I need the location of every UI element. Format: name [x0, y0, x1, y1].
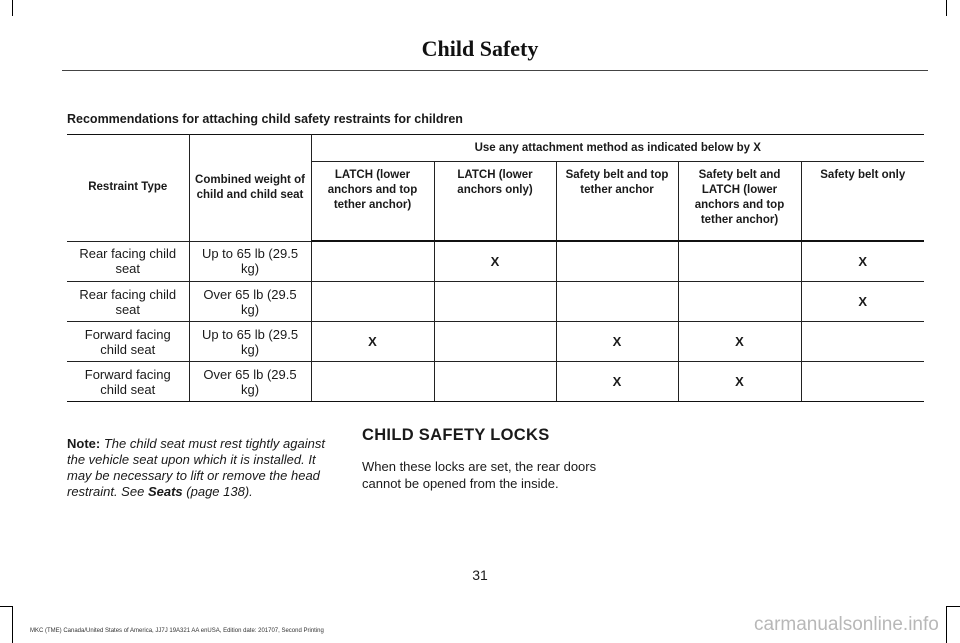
cell-mark: X: [678, 362, 801, 402]
note-lead: Note:: [67, 436, 101, 451]
cell-mark: X: [434, 241, 556, 282]
note-page-reference: (page 138).: [186, 484, 253, 499]
header-divider: [62, 70, 928, 71]
header-attachment-group: Use any attachment method as indicated below by X: [311, 135, 924, 162]
cell-mark: [801, 362, 924, 402]
crop-mark-top-right: [946, 0, 947, 16]
table-row: [67, 362, 924, 402]
child-restraint-table: [67, 134, 924, 402]
cell-mark: X: [801, 241, 924, 282]
table-caption: Recommendations for attaching child safety restraints for children: [67, 112, 463, 126]
page-number: 31: [472, 567, 488, 583]
cell-mark: [311, 241, 434, 282]
note-cross-reference[interactable]: Seats: [147, 484, 183, 499]
cell-mark: [311, 282, 434, 322]
table-row: [67, 322, 924, 362]
cell-mark: [678, 241, 801, 282]
section-body: When these locks are set, the rear doors cannot be opened from the inside.: [362, 459, 597, 491]
cell-weight: Over 65 lb (29.5 kg): [189, 362, 311, 402]
cell-mark: [556, 241, 678, 282]
cell-mark: [311, 362, 434, 402]
cell-mark: X: [311, 322, 434, 362]
crop-mark-bottom-left: [12, 606, 13, 643]
header-method-belt-only: Safety belt only: [801, 162, 924, 242]
note-paragraph: [67, 436, 339, 500]
header-method-latch-top-tether: LATCH (lower anchors and top tether anchor): [311, 162, 434, 242]
cell-mark: [434, 362, 556, 402]
watermark-logo: carmanualsonline.info: [754, 614, 939, 635]
header-method-belt-latch: Safety belt and LATCH (lower anchors and top tether anchor): [678, 162, 801, 242]
section-heading: CHILD SAFETY LOCKS: [362, 426, 550, 444]
cell-mark: [556, 282, 678, 322]
header-restraint-type: Restraint Type: [67, 135, 189, 242]
cell-restraint: Rear facing child seat: [67, 282, 189, 322]
crop-mark-top-left: [12, 0, 13, 16]
cell-mark: X: [801, 282, 924, 322]
edition-footer: MKC (TME) Canada/United States of America, JJ7J 19A321 AA enUSA, Edition date: 201707, Second Printing: [30, 628, 324, 634]
cell-mark: [678, 282, 801, 322]
cell-restraint: Forward facing child seat: [67, 362, 189, 402]
cell-mark: X: [556, 362, 678, 402]
cell-weight: Up to 65 lb (29.5 kg): [189, 241, 311, 282]
crop-mark-bottom-right-h: [946, 606, 960, 607]
cell-restraint: Forward facing child seat: [67, 322, 189, 362]
crop-mark-bottom-right: [946, 606, 947, 643]
header-method-belt-top-tether: Safety belt and top tether anchor: [556, 162, 678, 242]
table-row: [67, 241, 924, 282]
cell-weight: Up to 65 lb (29.5 kg): [189, 322, 311, 362]
cell-weight: Over 65 lb (29.5 kg): [189, 282, 311, 322]
cell-mark: X: [678, 322, 801, 362]
table-row: [67, 282, 924, 322]
cell-mark: [801, 322, 924, 362]
note-text: The child seat must rest tightly against the vehicle seat upon which it is installed. It may be necessary to lift or remove the head restraint. See: [67, 436, 325, 499]
cell-restraint: Rear facing child seat: [67, 241, 189, 282]
cell-mark: [434, 282, 556, 322]
header-combined-weight: Combined weight of child and child seat: [189, 135, 311, 242]
cell-mark: X: [556, 322, 678, 362]
crop-mark-bottom-left-h: [0, 606, 12, 607]
page-title: Child Safety: [421, 36, 539, 61]
cell-mark: [434, 322, 556, 362]
header-method-latch-lower: LATCH (lower anchors only): [434, 162, 556, 242]
